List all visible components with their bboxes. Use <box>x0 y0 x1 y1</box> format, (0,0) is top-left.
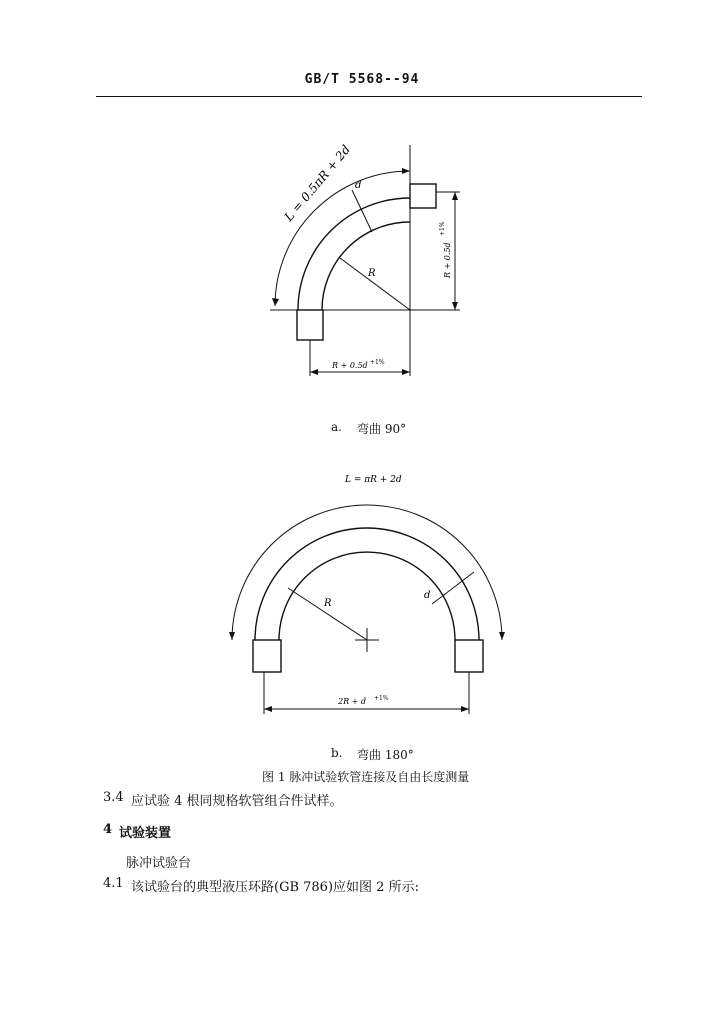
length-dimension-arc <box>232 505 502 640</box>
standard-header: GB/T 5568--94 <box>304 72 420 87</box>
clause-3-4-number: 3.4 <box>103 790 124 805</box>
d-label: d <box>424 590 431 601</box>
figure-a-caption-letter: a. <box>331 420 342 434</box>
figure-b-caption: 弯曲 180° <box>357 748 414 762</box>
sub-heading: 脉冲试验台 <box>126 856 192 871</box>
width-dimension-label: 2R + d <box>338 697 367 706</box>
clause-4-1-number: 4.1 <box>103 876 124 891</box>
figure-a-caption: 弯曲 90° <box>357 422 407 436</box>
figure-b-caption-letter: b. <box>331 746 343 760</box>
vertical-tolerance: +1% <box>439 221 446 236</box>
radius-label: R <box>368 268 376 279</box>
radius-line <box>288 588 367 640</box>
clause-4-1-text: 该试验台的典型液压环路(GB 786)应如图 2 所示: <box>131 880 419 895</box>
length-label: L = 0.5πR + 2d <box>281 142 354 224</box>
section-4-title: 试验装置 <box>119 826 172 841</box>
horizontal-dimension-label: R + 0.5d <box>332 361 368 370</box>
length-label: L = πR + 2d <box>345 475 402 485</box>
horizontal-tolerance: +1% <box>370 359 385 366</box>
vertical-dimension-label: R + 0.5d <box>443 242 452 278</box>
end-fitting-left <box>253 640 281 672</box>
d-label: d <box>355 180 362 191</box>
hose-outer-wall <box>255 528 479 640</box>
end-fitting-right <box>455 640 483 672</box>
clause-3-4-text: 应试验 4 根同规格软管组合件试样。 <box>131 794 343 809</box>
width-tolerance: +1% <box>374 695 389 702</box>
radius-label: R <box>324 598 332 609</box>
section-4-number: 4 <box>103 822 113 837</box>
figure-title: 图 1 脉冲试验软管连接及自由长度测量 <box>262 770 470 784</box>
